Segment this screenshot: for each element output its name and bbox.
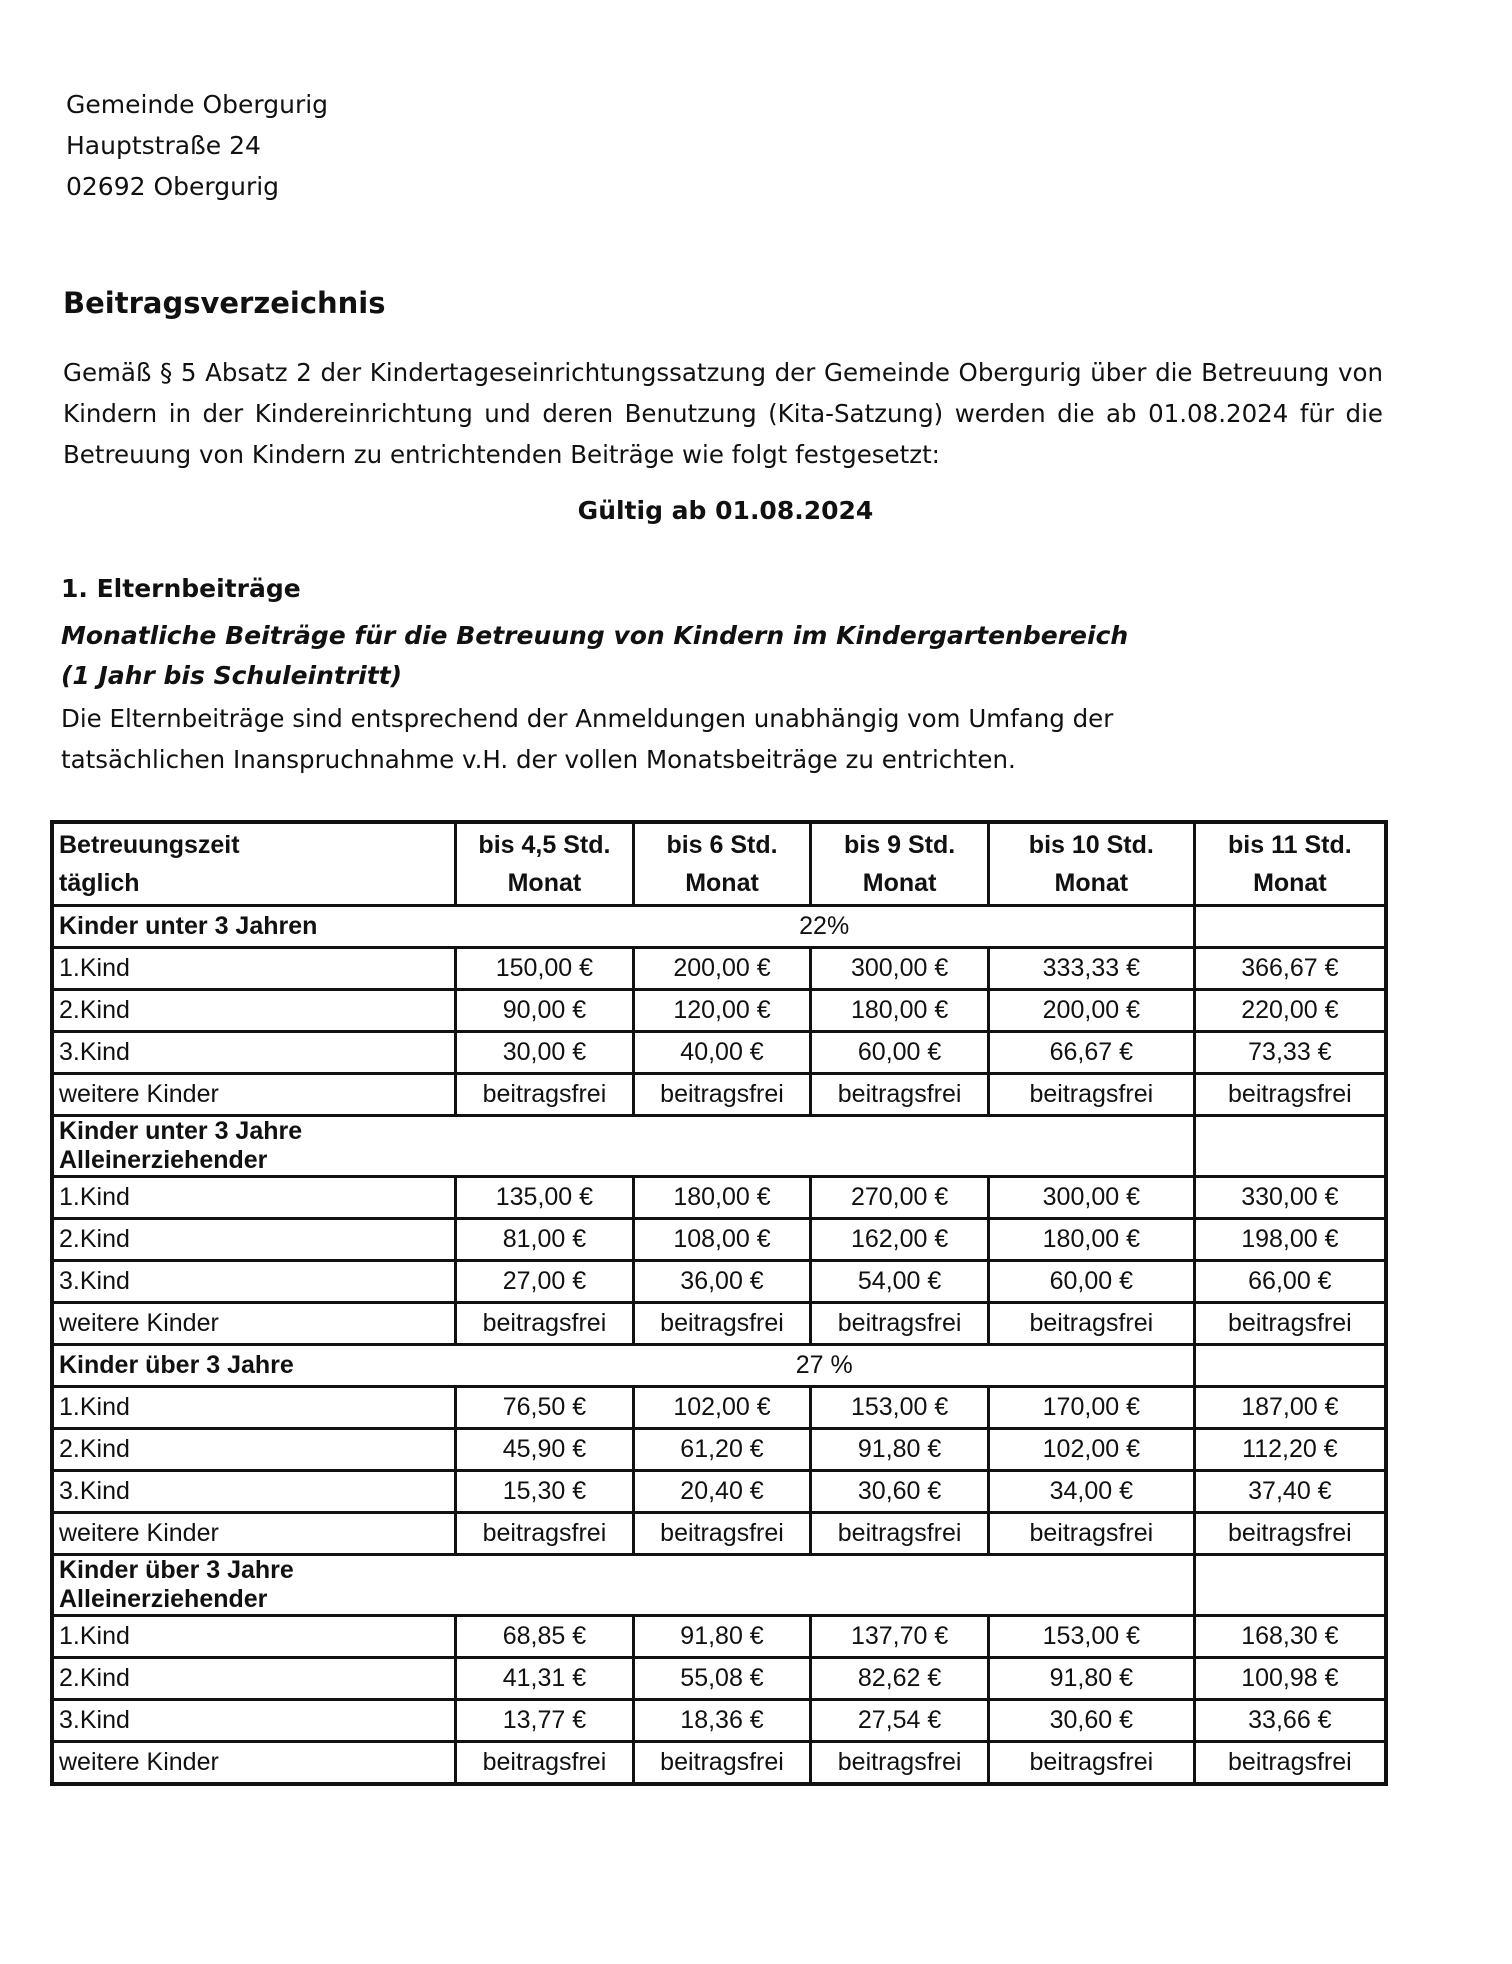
group-name: Kinder über 3 Jahre bbox=[52, 1345, 456, 1387]
fee-cell: 153,00 € bbox=[811, 1387, 989, 1429]
fee-cell: 81,00 € bbox=[456, 1219, 634, 1261]
row-label: 2.Kind bbox=[52, 990, 456, 1032]
table-row bbox=[52, 1219, 1386, 1261]
fee-cell: 68,85 € bbox=[456, 1616, 634, 1658]
fee-cell: 330,00 € bbox=[1194, 1177, 1386, 1219]
group-header-row bbox=[52, 1555, 1386, 1616]
valid-from-date: Gültig ab 01.08.2024 bbox=[577, 496, 874, 525]
address-line-name: Gemeinde Obergurig bbox=[66, 90, 329, 119]
explanation-line: tatsächlichen Inanspruchnahme v.H. der vollen Monatsbeiträge zu entrichten. bbox=[61, 745, 1016, 774]
fee-cell: 15,30 € bbox=[456, 1471, 634, 1513]
table-row bbox=[52, 948, 1386, 990]
fee-cell: beitragsfrei bbox=[633, 1513, 811, 1555]
group-percent: 22% bbox=[456, 906, 1195, 948]
table-row bbox=[52, 990, 1386, 1032]
table-row bbox=[52, 1700, 1386, 1742]
fee-cell: 300,00 € bbox=[988, 1177, 1194, 1219]
row-label: 1.Kind bbox=[52, 1387, 456, 1429]
fee-cell: beitragsfrei bbox=[988, 1742, 1194, 1785]
fee-cell: 180,00 € bbox=[988, 1219, 1194, 1261]
table-row bbox=[52, 1658, 1386, 1700]
table-row bbox=[52, 1303, 1386, 1345]
header-col-4-5h: bis 4,5 Std. Monat bbox=[456, 822, 634, 906]
fee-cell: 30,60 € bbox=[811, 1471, 989, 1513]
fee-cell: 270,00 € bbox=[811, 1177, 989, 1219]
header-care-time: Betreuungszeit täglich bbox=[52, 822, 456, 906]
row-label: 1.Kind bbox=[52, 1616, 456, 1658]
fee-cell: 333,33 € bbox=[988, 948, 1194, 990]
row-label: 3.Kind bbox=[52, 1261, 456, 1303]
section-heading: 1. Elternbeiträge bbox=[61, 574, 301, 603]
subtitle-line: (1 Jahr bis Schuleintritt) bbox=[61, 661, 403, 690]
fee-cell: 61,20 € bbox=[633, 1429, 811, 1471]
fee-cell: beitragsfrei bbox=[811, 1074, 989, 1116]
row-label: 3.Kind bbox=[52, 1471, 456, 1513]
fee-cell: beitragsfrei bbox=[811, 1742, 989, 1785]
fee-cell: 180,00 € bbox=[633, 1177, 811, 1219]
fee-cell: 120,00 € bbox=[633, 990, 811, 1032]
fee-cell: 76,50 € bbox=[456, 1387, 634, 1429]
fee-cell: 102,00 € bbox=[633, 1387, 811, 1429]
address-line-street: Hauptstraße 24 bbox=[66, 131, 261, 160]
row-label: 3.Kind bbox=[52, 1032, 456, 1074]
header-col-6h: bis 6 Std. Monat bbox=[633, 822, 811, 906]
fee-cell: 90,00 € bbox=[456, 990, 634, 1032]
row-label: 1.Kind bbox=[52, 948, 456, 990]
section-subtitle bbox=[61, 616, 1128, 696]
fee-cell: 30,00 € bbox=[456, 1032, 634, 1074]
address-line-city: 02692 Obergurig bbox=[66, 172, 280, 201]
fee-table bbox=[50, 820, 1388, 1786]
header-col-10h: bis 10 Std. Monat bbox=[988, 822, 1194, 906]
fee-cell: 37,40 € bbox=[1194, 1471, 1386, 1513]
table-row bbox=[52, 1616, 1386, 1658]
row-label: 1.Kind bbox=[52, 1177, 456, 1219]
fee-cell: 20,40 € bbox=[633, 1471, 811, 1513]
table-row bbox=[52, 1513, 1386, 1555]
fee-cell: 150,00 € bbox=[456, 948, 634, 990]
fee-cell: 187,00 € bbox=[1194, 1387, 1386, 1429]
fee-cell: 60,00 € bbox=[811, 1032, 989, 1074]
fee-cell: 135,00 € bbox=[456, 1177, 634, 1219]
fee-cell: beitragsfrei bbox=[1194, 1303, 1386, 1345]
document-title: Beitragsverzeichnis bbox=[63, 286, 386, 320]
row-label: weitere Kinder bbox=[52, 1513, 456, 1555]
fee-cell: 168,30 € bbox=[1194, 1616, 1386, 1658]
fee-cell: beitragsfrei bbox=[633, 1742, 811, 1785]
explanation-line: Die Elternbeiträge sind entsprechend der Anmeldungen unabhängig vom Umfang der bbox=[61, 704, 1114, 733]
fee-cell: 73,33 € bbox=[1194, 1032, 1386, 1074]
fee-cell: beitragsfrei bbox=[811, 1513, 989, 1555]
table-row bbox=[52, 1471, 1386, 1513]
fee-cell: 40,00 € bbox=[633, 1032, 811, 1074]
group-spacer-cell bbox=[1194, 1345, 1386, 1387]
fee-cell: beitragsfrei bbox=[633, 1303, 811, 1345]
fee-cell: 41,31 € bbox=[456, 1658, 634, 1700]
row-label: weitere Kinder bbox=[52, 1742, 456, 1785]
group-header-row bbox=[52, 1116, 1386, 1177]
fee-cell: 33,66 € bbox=[1194, 1700, 1386, 1742]
fee-cell: 112,20 € bbox=[1194, 1429, 1386, 1471]
fee-cell: 162,00 € bbox=[811, 1219, 989, 1261]
row-label: 2.Kind bbox=[52, 1219, 456, 1261]
fee-cell: beitragsfrei bbox=[456, 1074, 634, 1116]
table-row bbox=[52, 1177, 1386, 1219]
fee-cell: 82,62 € bbox=[811, 1658, 989, 1700]
fee-cell: 91,80 € bbox=[988, 1658, 1194, 1700]
fee-cell: 153,00 € bbox=[988, 1616, 1194, 1658]
group-percent bbox=[456, 1116, 1195, 1177]
fee-cell: 198,00 € bbox=[1194, 1219, 1386, 1261]
fee-cell: 220,00 € bbox=[1194, 990, 1386, 1032]
table-row bbox=[52, 1742, 1386, 1785]
fee-cell: beitragsfrei bbox=[1194, 1742, 1386, 1785]
fee-cell: 66,67 € bbox=[988, 1032, 1194, 1074]
group-spacer-cell bbox=[1194, 1555, 1386, 1616]
fee-cell: 18,36 € bbox=[633, 1700, 811, 1742]
fee-cell: 170,00 € bbox=[988, 1387, 1194, 1429]
fee-cell: beitragsfrei bbox=[1194, 1074, 1386, 1116]
row-label: 2.Kind bbox=[52, 1429, 456, 1471]
fee-cell: beitragsfrei bbox=[988, 1074, 1194, 1116]
row-label: 2.Kind bbox=[52, 1658, 456, 1700]
group-percent: 27 % bbox=[456, 1345, 1195, 1387]
fee-cell: 200,00 € bbox=[988, 990, 1194, 1032]
header-col-11h: bis 11 Std. Monat bbox=[1194, 822, 1386, 906]
fee-cell: beitragsfrei bbox=[456, 1303, 634, 1345]
section-explanation bbox=[61, 698, 1113, 780]
fee-cell: beitragsfrei bbox=[1194, 1513, 1386, 1555]
fee-cell: beitragsfrei bbox=[456, 1513, 634, 1555]
table-row bbox=[52, 1429, 1386, 1471]
fee-cell: beitragsfrei bbox=[811, 1303, 989, 1345]
header-col-9h: bis 9 Std. Monat bbox=[811, 822, 989, 906]
group-name: Kinder unter 3 Jahre Alleinerziehender bbox=[52, 1116, 456, 1177]
fee-cell: 54,00 € bbox=[811, 1261, 989, 1303]
fee-cell: 300,00 € bbox=[811, 948, 989, 990]
fee-cell: 30,60 € bbox=[988, 1700, 1194, 1742]
fee-cell: beitragsfrei bbox=[633, 1074, 811, 1116]
row-label: weitere Kinder bbox=[52, 1303, 456, 1345]
fee-cell: 27,00 € bbox=[456, 1261, 634, 1303]
fee-cell: beitragsfrei bbox=[456, 1742, 634, 1785]
fee-cell: 66,00 € bbox=[1194, 1261, 1386, 1303]
municipality-address bbox=[66, 84, 328, 207]
fee-cell: 100,98 € bbox=[1194, 1658, 1386, 1700]
fee-cell: 27,54 € bbox=[811, 1700, 989, 1742]
fee-cell: 36,00 € bbox=[633, 1261, 811, 1303]
table-row bbox=[52, 1032, 1386, 1074]
fee-cell: 102,00 € bbox=[988, 1429, 1194, 1471]
fee-cell: 180,00 € bbox=[811, 990, 989, 1032]
fee-cell: 108,00 € bbox=[633, 1219, 811, 1261]
group-spacer-cell bbox=[1194, 1116, 1386, 1177]
group-name: Kinder über 3 Jahre Alleinerziehender bbox=[52, 1555, 456, 1616]
group-header-row bbox=[52, 906, 1386, 948]
fee-cell: 60,00 € bbox=[988, 1261, 1194, 1303]
row-label: 3.Kind bbox=[52, 1700, 456, 1742]
fee-cell: 200,00 € bbox=[633, 948, 811, 990]
table-row bbox=[52, 1074, 1386, 1116]
group-spacer-cell bbox=[1194, 906, 1386, 948]
fee-cell: 366,67 € bbox=[1194, 948, 1386, 990]
fee-cell: 55,08 € bbox=[633, 1658, 811, 1700]
table-header-row bbox=[52, 822, 1386, 906]
table-row bbox=[52, 1387, 1386, 1429]
table-row bbox=[52, 1261, 1386, 1303]
fee-cell: 91,80 € bbox=[633, 1616, 811, 1658]
fee-cell: 34,00 € bbox=[988, 1471, 1194, 1513]
fee-cell: beitragsfrei bbox=[988, 1513, 1194, 1555]
fee-table-body bbox=[52, 906, 1386, 1785]
group-name: Kinder unter 3 Jahren bbox=[52, 906, 456, 948]
group-header-row bbox=[52, 1345, 1386, 1387]
fee-cell: 91,80 € bbox=[811, 1429, 989, 1471]
fee-cell: 45,90 € bbox=[456, 1429, 634, 1471]
row-label: weitere Kinder bbox=[52, 1074, 456, 1116]
fee-cell: 13,77 € bbox=[456, 1700, 634, 1742]
fee-cell: beitragsfrei bbox=[988, 1303, 1194, 1345]
fee-cell: 137,70 € bbox=[811, 1616, 989, 1658]
group-percent bbox=[456, 1555, 1195, 1616]
subtitle-line: Monatliche Beiträge für die Betreuung von Kindern im Kindergartenbereich bbox=[61, 621, 1129, 650]
intro-paragraph: Gemäß § 5 Absatz 2 der Kindertageseinrichtungssatzung der Gemeinde Obergurig über die Betreuung von Kindern in der Kindereinrichtung und deren Benutzung (Kita-Satzung) werden die ab 01.08.2024 für die Betreuung von Kindern zu entrichtenden Beiträge wie folgt festgesetzt: bbox=[63, 358, 1383, 469]
